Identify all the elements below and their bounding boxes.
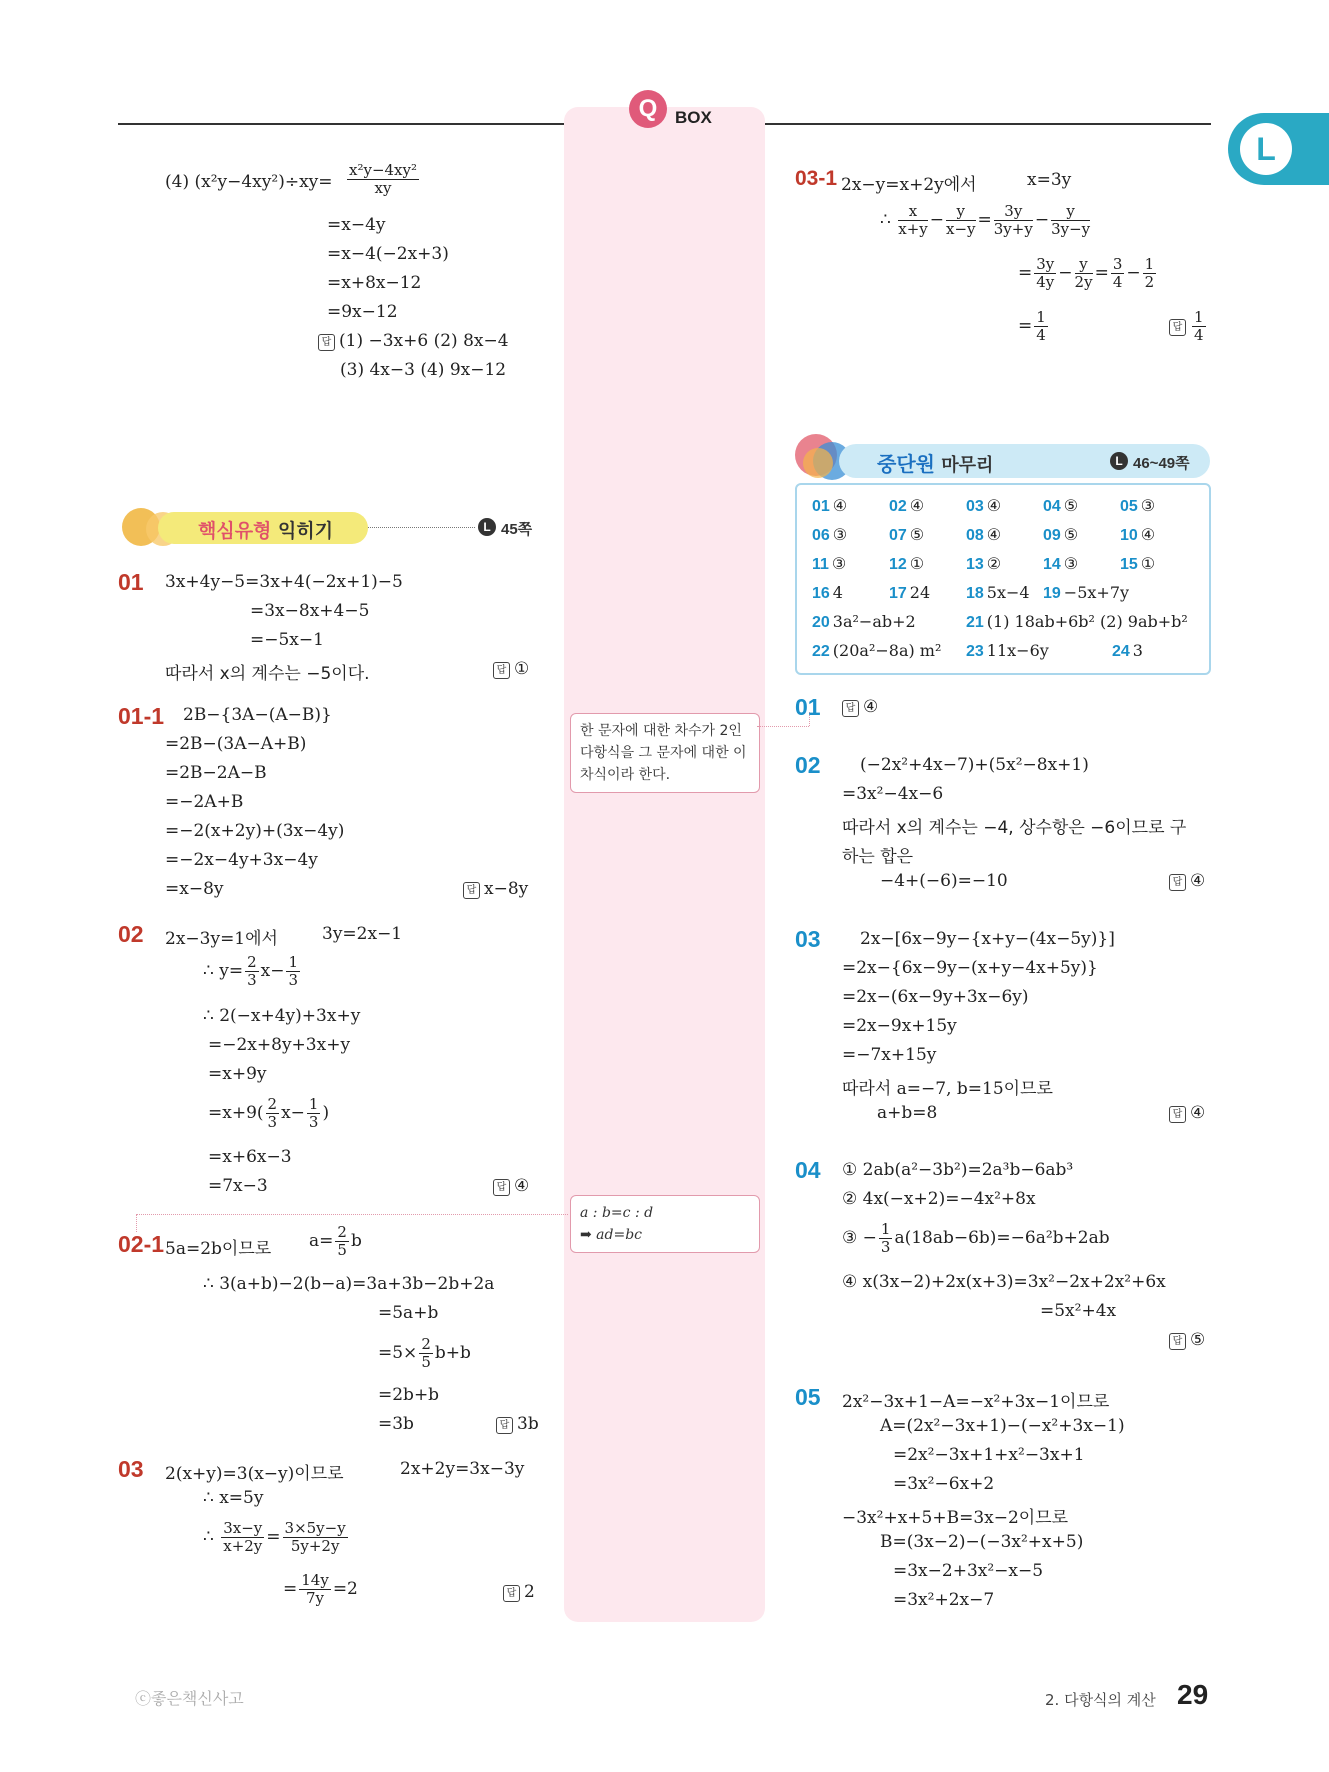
answer-icon: 답 xyxy=(318,334,335,351)
banner-title: 핵심유형 익히기 xyxy=(198,520,334,542)
box-label: BOX xyxy=(675,108,712,127)
q01-l1: 3x+4y−5=3x+4(−2x+1)−5 xyxy=(165,572,403,592)
r02-number: 02 xyxy=(795,752,821,778)
q03-1-l1b: x=3y xyxy=(1027,170,1072,190)
answer-icon: 답 xyxy=(1169,874,1186,891)
q01-1-l6: =−2x−4y+3x−4y xyxy=(165,850,318,870)
grid-answer-06: 06 ③ xyxy=(812,525,848,544)
answer-icon: 답 xyxy=(503,1585,520,1602)
grid-answer-08: 08 ④ xyxy=(966,525,1002,544)
corner-badge-circle: L xyxy=(1240,123,1292,175)
r03-l7: a+b=8 xyxy=(877,1103,938,1123)
grid-answer-10: 10 ④ xyxy=(1120,525,1156,544)
r03-l5: =−7x+15y xyxy=(842,1045,937,1065)
grid-answer-07: 07 ⑤ xyxy=(889,525,925,544)
footer-page-number: 29 xyxy=(1177,1679,1209,1710)
grid-answer-17: 17 24 xyxy=(889,583,931,602)
grid-answer-22: 22 (20a²−8a) m² xyxy=(812,641,942,660)
q01-1-answer: 답 x−8y xyxy=(463,879,528,899)
q01-number: 01 xyxy=(118,569,144,595)
q01-l2: =3x−8x+4−5 xyxy=(250,601,370,621)
p4-answer-1: 답 (1) −3x+6 (2) 8x−4 xyxy=(318,331,509,351)
grid-answer-21: 21 (1) 18ab+6b² (2) 9ab+b² xyxy=(966,612,1188,631)
r05-l7: =3x−2+3x²−x−5 xyxy=(893,1561,1044,1581)
q02-1-number: 02-1 xyxy=(118,1231,165,1257)
r05-l2: A=(2x²−3x+1)−(−x²+3x−1) xyxy=(880,1416,1125,1436)
grid-answer-01: 01 ④ xyxy=(812,496,848,515)
r04-l2: ② 4x(−x+2)=−4x²+8x xyxy=(842,1189,1036,1209)
grid-answer-24: 24 3 xyxy=(1112,641,1143,660)
q03-l3: ∴ $\frac{3x-y}{x+2y}$ = $\frac{3\times 5y-y}{5y+2y}$ xyxy=(203,1519,346,1555)
side-note-proportion xyxy=(570,1195,760,1253)
connector-vertical xyxy=(136,1214,137,1232)
ref-icon: L xyxy=(478,518,496,536)
proportion-line-2: ➡ ad=bc xyxy=(580,1227,643,1243)
q03-answer: 답 2 xyxy=(503,1582,535,1602)
q02-l5: =x+9y xyxy=(208,1064,267,1084)
r03-answer: 답 ④ xyxy=(1169,1103,1205,1123)
r04-answer: 답 ⑤ xyxy=(1169,1330,1205,1350)
q01-1-l3: =2B−2A−B xyxy=(165,763,267,783)
unit-review-banner xyxy=(795,434,1210,482)
q01-1-l4: =−2A+B xyxy=(165,792,244,812)
q02-l1: 2x−3y=1에서 xyxy=(165,929,278,949)
grid-answer-20: 20 3a²−ab+2 xyxy=(812,612,916,631)
banner-dotted-line xyxy=(368,527,475,528)
grid-answer-14: 14 ③ xyxy=(1043,554,1079,573)
q-icon: Q xyxy=(629,90,667,128)
q03-l1b: 2x+2y=3x−3y xyxy=(400,1459,525,1479)
q03-l2: ∴ x=5y xyxy=(203,1488,264,1508)
grid-answer-05: 05 ③ xyxy=(1120,496,1156,515)
r05-l3: =2x²−3x+1+x²−3x+1 xyxy=(893,1445,1085,1465)
note1-connector xyxy=(757,726,809,727)
r03-l1: 2x−[6x−9y−{x+y−(4x−5y)}] xyxy=(860,929,1115,949)
r04-l1: ① 2ab(a²−3b²)=2a³b−6ab³ xyxy=(842,1160,1074,1180)
answer-icon: 답 xyxy=(493,1179,510,1196)
grid-answer-11: 11 ③ xyxy=(812,554,847,573)
p4-l3: =x+8x−12 xyxy=(327,273,422,293)
q03-1-l1: 2x−y=x+2y에서 xyxy=(841,175,977,195)
q02-l8: =7x−3 xyxy=(208,1176,268,1196)
q01-1-l7: =x−8y xyxy=(165,879,224,899)
grid-answer-09: 09 ⑤ xyxy=(1043,525,1079,544)
q02-1-l5: =2b+b xyxy=(378,1385,440,1405)
q02-1-l1b: a= $\frac{2}{5}$ b xyxy=(309,1223,362,1259)
p4-answer-2: (3) 4x−3 (4) 9x−12 xyxy=(340,360,507,380)
q-box-column xyxy=(564,107,765,1622)
connector-line xyxy=(136,1214,568,1215)
q03-1-answer: 답 $\frac{1}{4}$ xyxy=(1169,309,1208,344)
q02-l6: =x+9( $\frac{2}{3}$ x− $\frac{1}{3}$ ) xyxy=(208,1095,330,1131)
grid-answer-03: 03 ④ xyxy=(966,496,1002,515)
q02-l2: ∴ y= $\frac{2}{3}$ x− $\frac{1}{3}$ xyxy=(203,953,299,989)
q02-l3: ∴ 2(−x+4y)+3x+y xyxy=(203,1006,361,1026)
q03-1-l3: = $\frac{3y}{4y}$ − $\frac{y}{2y}$ = $\frac{3}{4}$ − $\frac{1}{2}$ xyxy=(1018,255,1155,291)
q01-1-l5: =−2(x+2y)+(3x−4y) xyxy=(165,821,345,841)
p4-l2: =x−4(−2x+3) xyxy=(327,244,449,264)
q02-1-answer: 답 3b xyxy=(496,1414,539,1434)
r04-number: 04 xyxy=(795,1157,821,1183)
answer-icon: 답 xyxy=(1169,1333,1186,1350)
r04-l3: ③ − $\frac{1}{3}$ a(18ab−6b)=−6a²b+2ab xyxy=(842,1220,1110,1256)
unit-review-title: 중단원 마무리 xyxy=(877,452,994,476)
r05-l8: =3x²+2x−7 xyxy=(893,1590,995,1610)
r05-l4: =3x²−6x+2 xyxy=(893,1474,995,1494)
grid-answer-13: 13 ② xyxy=(966,554,1002,573)
banner-circle-3 xyxy=(803,448,833,478)
q02-1-l3: =5a+b xyxy=(378,1303,439,1323)
r04-l4: ④ x(3x−2)+2x(x+3)=3x²−2x+2x²+6x xyxy=(842,1272,1166,1292)
r05-number: 05 xyxy=(795,1384,821,1410)
answer-icon: 답 xyxy=(463,882,480,899)
corner-badge xyxy=(1228,113,1329,185)
q03-1-l2: ∴ $\frac{x}{x+y}$ − $\frac{y}{x-y}$ = $\frac{3y}{3y+y}$ − $\frac{y}{3y-y}$ xyxy=(880,202,1091,238)
grid-answer-04: 04 ⑤ xyxy=(1043,496,1079,515)
r02-l4: 하는 합은 xyxy=(842,847,914,867)
proportion-line-1: a : b=c : d xyxy=(580,1205,654,1221)
q03-l1: 2(x+y)=3(x−y)이므로 xyxy=(165,1464,344,1484)
ref-icon: L xyxy=(1110,452,1128,470)
ref-page: 46~49쪽 xyxy=(1133,455,1190,472)
grid-answer-15: 15 ① xyxy=(1120,554,1156,573)
q02-l1b: 3y=2x−1 xyxy=(322,924,403,944)
r05-l1: 2x²−3x+1−A=−x²+3x−1이므로 xyxy=(842,1392,1110,1412)
r02-l1: (−2x²+4x−7)+(5x²−8x+1) xyxy=(860,755,1089,775)
r03-l3: =2x−(6x−9y+3x−6y) xyxy=(842,987,1029,1007)
q02-answer: 답 ④ xyxy=(493,1176,529,1196)
top-rule-right xyxy=(765,123,1211,125)
r02-l2: =3x²−4x−6 xyxy=(842,784,944,804)
p4-l4: =9x−12 xyxy=(327,302,398,322)
grid-answer-19: 19 −5x+7y xyxy=(1043,583,1130,602)
q02-number: 02 xyxy=(118,921,144,947)
top-rule-left xyxy=(118,123,564,125)
q02-1-l4: =5× $\frac{2}{5}$ b+b xyxy=(378,1335,471,1371)
r05-l6: B=(3x−2)−(−3x²+x+5) xyxy=(880,1532,1084,1552)
r02-l3: 따라서 x의 계수는 −4, 상수항은 −6이므로 구 xyxy=(842,818,1187,838)
r01-answer: 답 ④ xyxy=(842,697,878,717)
grid-answer-16: 16 4 xyxy=(812,583,843,602)
grid-answer-23: 23 11x−6y xyxy=(966,641,1049,660)
q01-answer: 답 ① xyxy=(493,659,529,679)
r05-l5: −3x²+x+5+B=3x−2이므로 xyxy=(842,1508,1069,1528)
q02-1-l2: ∴ 3(a+b)−2(b−a)=3a+3b−2b+2a xyxy=(203,1274,495,1294)
q01-l3: =−5x−1 xyxy=(250,630,324,650)
answer-icon: 답 xyxy=(1169,1106,1186,1123)
q02-1-l1: 5a=2b이므로 xyxy=(165,1239,272,1259)
grid-answer-18: 18 5x−4 xyxy=(966,583,1030,602)
r03-l6: 따라서 a=−7, b=15이므로 xyxy=(842,1079,1053,1099)
q02-l4: =−2x+8y+3x+y xyxy=(208,1035,351,1055)
q03-number: 03 xyxy=(118,1456,144,1482)
r04-l5: =5x²+4x xyxy=(1040,1301,1117,1321)
q01-1-number: 01-1 xyxy=(118,703,165,729)
side-note-quadratic: 한 문자에 대한 차수가 2인 다항식을 그 문자에 대한 이차식이라 한다. xyxy=(570,713,760,793)
q03-1-number: 03-1 xyxy=(795,167,838,190)
footer-copyright: ⓒ좋은책신사고 xyxy=(135,1689,244,1708)
ref-page: 45쪽 xyxy=(501,521,533,538)
r03-l2: =2x−{6x−9y−(x+y−4x+5y)} xyxy=(842,958,1098,978)
answer-icon: 답 xyxy=(842,700,859,717)
r02-l5: −4+(−6)=−10 xyxy=(880,871,1008,891)
q01-1-l2: =2B−(3A−A+B) xyxy=(165,734,307,754)
answer-icon: 답 xyxy=(1169,319,1186,336)
r02-answer: 답 ④ xyxy=(1169,871,1205,891)
q01-1-l1: 2B−{3A−(A−B)} xyxy=(183,705,332,725)
r03-number: 03 xyxy=(795,926,821,952)
q03-1-l4: = $\frac{1}{4}$ xyxy=(1018,308,1046,344)
answer-icon: 답 xyxy=(493,662,510,679)
p4-lead: (4) (x²y−4xy²)÷xy= xyxy=(165,172,333,192)
r01-number: 01 xyxy=(795,694,821,720)
grid-answer-12: 12 ① xyxy=(889,554,925,573)
answer-icon: 답 xyxy=(496,1417,513,1434)
r03-l4: =2x−9x+15y xyxy=(842,1016,957,1036)
q03-l4: = $\frac{14y}{7y}$ =2 xyxy=(283,1571,358,1607)
q02-l7: =x+6x−3 xyxy=(208,1147,292,1167)
p4-l1: =x−4y xyxy=(327,215,386,235)
p4-frac: $\frac{\text{x²y−4xy²}}{xy}$ xyxy=(349,161,418,197)
q01-l4: 따라서 x의 계수는 −5이다. xyxy=(165,664,370,684)
q02-1-l6: =3b xyxy=(378,1414,414,1434)
core-banner xyxy=(118,508,368,548)
footer-chapter: 2. 다항식의 계산 xyxy=(1045,1691,1156,1709)
grid-answer-02: 02 ④ xyxy=(889,496,925,515)
